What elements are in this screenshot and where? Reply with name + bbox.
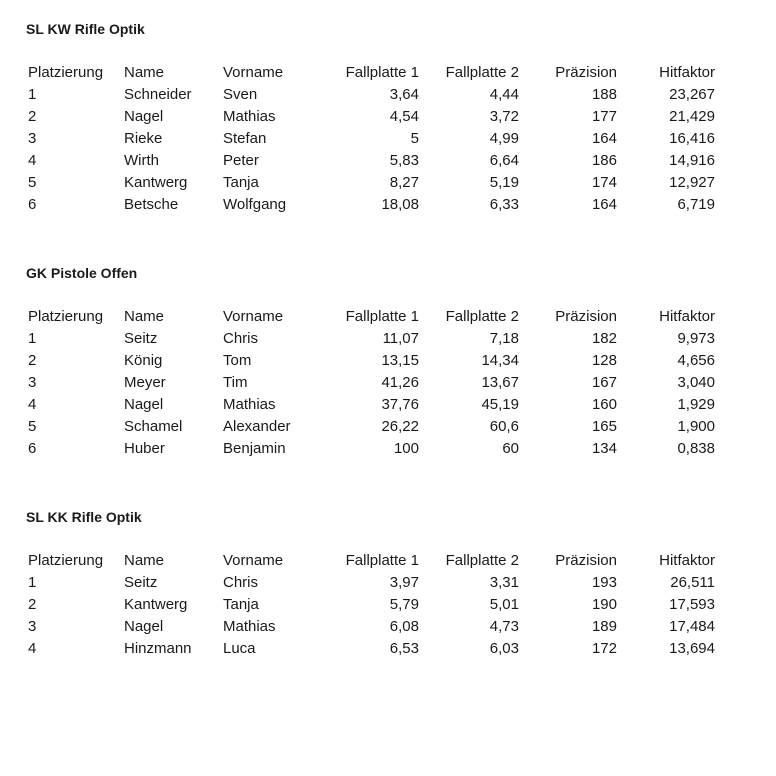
- cell-name: Schneider: [124, 86, 192, 103]
- cell-precision: 193: [591, 574, 617, 591]
- cell-first-name: Alexander: [223, 418, 291, 435]
- section-title: GK Pistole Offen: [26, 265, 138, 281]
- table-row: [28, 106, 715, 128]
- cell-hit-factor: 0,838: [677, 440, 715, 457]
- col-header-hit-factor: Hitfaktor: [659, 552, 715, 569]
- cell-fallplatte-2: 3,72: [489, 108, 519, 125]
- cell-precision: 177: [591, 108, 617, 125]
- col-header-fallplatte-1: Fallplatte 1: [345, 552, 419, 569]
- cell-place: 5: [28, 418, 37, 435]
- results-table: [28, 62, 715, 216]
- cell-fallplatte-2: 13,67: [481, 374, 519, 391]
- cell-first-name: Benjamin: [223, 440, 286, 457]
- table-row: [28, 394, 715, 416]
- cell-place: 3: [28, 618, 37, 635]
- cell-fallplatte-2: 7,18: [489, 330, 519, 347]
- cell-first-name: Tanja: [223, 596, 259, 613]
- col-header-fallplatte-2: Fallplatte 2: [445, 64, 519, 81]
- col-header-first-name: Vorname: [223, 552, 284, 569]
- cell-fallplatte-2: 3,31: [489, 574, 519, 591]
- cell-first-name: Mathias: [223, 618, 276, 635]
- cell-fallplatte-2: 5,19: [489, 174, 519, 191]
- cell-hit-factor: 26,511: [670, 574, 715, 591]
- cell-first-name: Sven: [223, 86, 258, 103]
- cell-precision: 188: [591, 86, 617, 103]
- cell-fallplatte-1: 8,27: [389, 174, 419, 191]
- cell-fallplatte-1: 26,22: [381, 418, 419, 435]
- results-table: [28, 550, 715, 660]
- col-header-hit-factor: Hitfaktor: [659, 64, 715, 81]
- table-row: [28, 616, 715, 638]
- cell-hit-factor: 1,929: [677, 396, 715, 413]
- col-header-fallplatte-1: Fallplatte 1: [345, 64, 419, 81]
- cell-first-name: Tim: [223, 374, 248, 391]
- cell-precision: 164: [591, 196, 617, 213]
- cell-fallplatte-2: 60: [502, 440, 519, 457]
- cell-place: 2: [28, 596, 37, 613]
- col-header-precision: Präzision: [555, 308, 617, 325]
- cell-name: Nagel: [124, 618, 164, 635]
- cell-hit-factor: 13,694: [669, 640, 715, 657]
- table-row: [28, 350, 715, 372]
- cell-hit-factor: 14,916: [669, 152, 715, 169]
- col-header-fallplatte-2: Fallplatte 2: [445, 552, 519, 569]
- col-header-name: Name: [124, 64, 165, 81]
- table-row: [28, 150, 715, 172]
- section-title: SL KW Rifle Optik: [26, 21, 145, 37]
- cell-name: Huber: [124, 440, 165, 457]
- col-header-precision: Präzision: [555, 64, 617, 81]
- cell-first-name: Chris: [223, 574, 259, 591]
- cell-fallplatte-2: 6,33: [489, 196, 519, 213]
- cell-precision: 190: [591, 596, 617, 613]
- cell-place: 3: [28, 130, 37, 147]
- cell-fallplatte-1: 3,97: [389, 574, 419, 591]
- cell-name: Wirth: [124, 152, 159, 169]
- cell-first-name: Luca: [223, 640, 256, 657]
- cell-place: 2: [28, 352, 37, 369]
- cell-fallplatte-1: 13,15: [381, 352, 419, 369]
- col-header-fallplatte-2: Fallplatte 2: [445, 308, 519, 325]
- cell-fallplatte-1: 6,08: [389, 618, 419, 635]
- col-header-first-name: Vorname: [223, 308, 284, 325]
- cell-fallplatte-2: 4,99: [489, 130, 519, 147]
- cell-name: König: [124, 352, 163, 369]
- col-header-fallplatte-1: Fallplatte 1: [345, 308, 419, 325]
- results-table: [28, 306, 715, 460]
- cell-hit-factor: 6,719: [677, 196, 715, 213]
- cell-name: Kantwerg: [124, 596, 188, 613]
- cell-place: 5: [28, 174, 37, 191]
- col-header-hit-factor: Hitfaktor: [659, 308, 715, 325]
- cell-fallplatte-1: 100: [393, 440, 419, 457]
- table-row: [28, 416, 715, 438]
- cell-precision: 164: [591, 130, 617, 147]
- col-header-place: Platzierung: [28, 552, 104, 569]
- table-row: [28, 172, 715, 194]
- cell-fallplatte-2: 14,34: [481, 352, 519, 369]
- table-row: [28, 328, 715, 350]
- cell-precision: 134: [591, 440, 617, 457]
- cell-place: 4: [28, 152, 37, 169]
- cell-hit-factor: 23,267: [669, 86, 715, 103]
- cell-precision: 165: [591, 418, 617, 435]
- cell-hit-factor: 4,656: [677, 352, 715, 369]
- cell-hit-factor: 3,040: [677, 374, 715, 391]
- cell-place: 3: [28, 374, 37, 391]
- cell-first-name: Tom: [223, 352, 252, 369]
- cell-first-name: Peter: [223, 152, 259, 169]
- cell-precision: 186: [591, 152, 617, 169]
- cell-place: 6: [28, 440, 37, 457]
- col-header-name: Name: [124, 308, 165, 325]
- cell-fallplatte-2: 5,01: [489, 596, 519, 613]
- cell-precision: 167: [591, 374, 617, 391]
- col-header-first-name: Vorname: [223, 64, 284, 81]
- cell-name: Nagel: [124, 108, 164, 125]
- cell-precision: 189: [591, 618, 617, 635]
- cell-place: 4: [28, 640, 37, 657]
- cell-name: Betsche: [124, 196, 179, 213]
- cell-fallplatte-2: 45,19: [481, 396, 519, 413]
- cell-hit-factor: 1,900: [677, 418, 715, 435]
- cell-name: Kantwerg: [124, 174, 188, 191]
- col-header-place: Platzierung: [28, 64, 104, 81]
- cell-precision: 128: [591, 352, 617, 369]
- cell-precision: 174: [591, 174, 617, 191]
- cell-hit-factor: 12,927: [669, 174, 715, 191]
- cell-place: 4: [28, 396, 37, 413]
- cell-hit-factor: 17,593: [669, 596, 715, 613]
- cell-name: Nagel: [124, 396, 164, 413]
- table-row: [28, 638, 715, 660]
- table-row: [28, 372, 715, 394]
- cell-hit-factor: 21,429: [669, 108, 715, 125]
- cell-fallplatte-1: 3,64: [389, 86, 419, 103]
- cell-name: Schamel: [124, 418, 183, 435]
- cell-name: Seitz: [124, 574, 158, 591]
- cell-fallplatte-2: 6,03: [489, 640, 519, 657]
- table-row: [28, 194, 715, 216]
- cell-fallplatte-1: 37,76: [381, 396, 419, 413]
- cell-first-name: Wolfgang: [223, 196, 287, 213]
- cell-fallplatte-1: 11,07: [382, 330, 419, 347]
- col-header-precision: Präzision: [555, 552, 617, 569]
- table-row: [28, 128, 715, 150]
- cell-precision: 160: [591, 396, 617, 413]
- cell-fallplatte-1: 41,26: [381, 374, 419, 391]
- header-row: [28, 550, 715, 572]
- cell-fallplatte-1: 5,79: [389, 596, 419, 613]
- section-title: SL KK Rifle Optik: [26, 509, 142, 525]
- cell-fallplatte-2: 60,6: [489, 418, 519, 435]
- cell-first-name: Mathias: [223, 108, 276, 125]
- cell-place: 6: [28, 196, 37, 213]
- table-row: [28, 84, 715, 106]
- cell-place: 1: [28, 330, 37, 347]
- cell-fallplatte-1: 5: [410, 130, 419, 147]
- col-header-name: Name: [124, 552, 165, 569]
- cell-first-name: Mathias: [223, 396, 276, 413]
- cell-name: Hinzmann: [124, 640, 192, 657]
- table-row: [28, 594, 715, 616]
- cell-hit-factor: 9,973: [677, 330, 715, 347]
- header-row: [28, 306, 715, 328]
- header-row: [28, 62, 715, 84]
- cell-name: Meyer: [124, 374, 166, 391]
- cell-fallplatte-1: 18,08: [381, 196, 419, 213]
- cell-first-name: Chris: [223, 330, 259, 347]
- cell-fallplatte-1: 5,83: [389, 152, 419, 169]
- cell-place: 1: [28, 86, 37, 103]
- cell-first-name: Tanja: [223, 174, 259, 191]
- cell-hit-factor: 16,416: [669, 130, 715, 147]
- cell-place: 2: [28, 108, 37, 125]
- cell-name: Rieke: [124, 130, 163, 147]
- cell-first-name: Stefan: [223, 130, 267, 147]
- cell-hit-factor: 17,484: [669, 618, 715, 635]
- cell-precision: 172: [591, 640, 617, 657]
- cell-place: 1: [28, 574, 37, 591]
- cell-fallplatte-2: 6,64: [489, 152, 519, 169]
- col-header-place: Platzierung: [28, 308, 104, 325]
- cell-fallplatte-1: 4,54: [389, 108, 419, 125]
- cell-name: Seitz: [124, 330, 158, 347]
- cell-fallplatte-1: 6,53: [389, 640, 419, 657]
- cell-fallplatte-2: 4,73: [489, 618, 519, 635]
- table-row: [28, 572, 715, 594]
- table-row: [28, 438, 715, 460]
- cell-fallplatte-2: 4,44: [489, 86, 519, 103]
- cell-precision: 182: [591, 330, 617, 347]
